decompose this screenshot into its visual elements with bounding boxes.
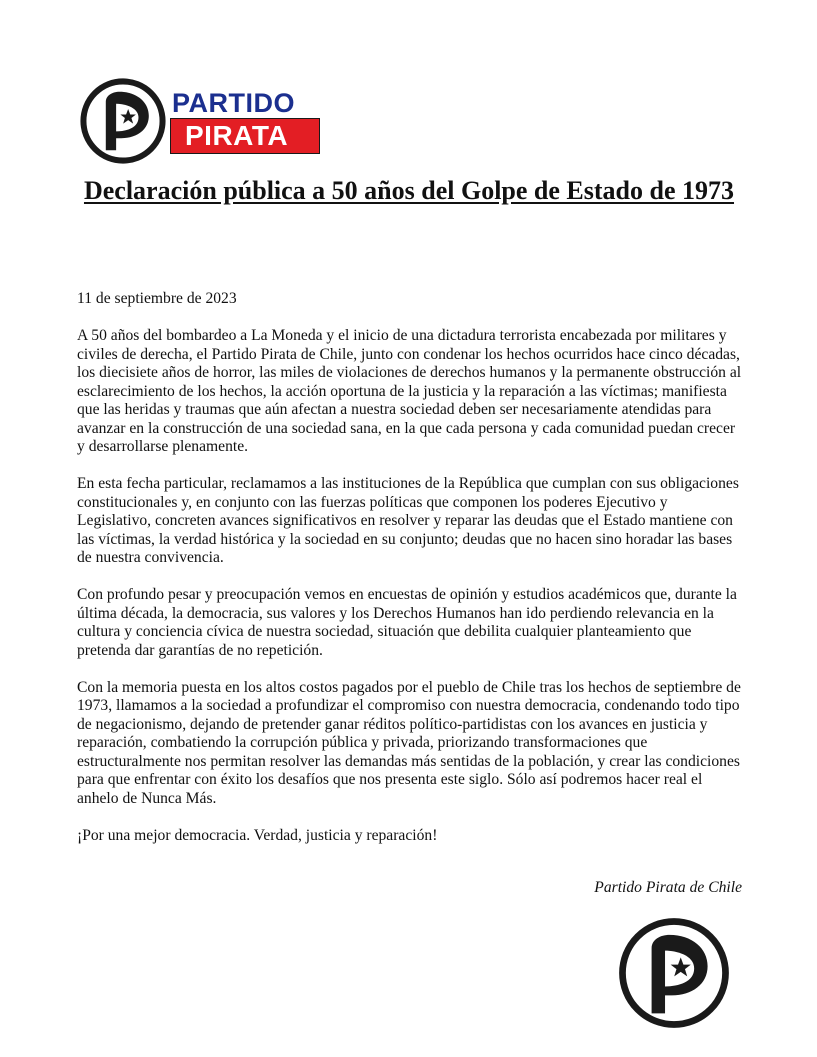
- logo-word-partido: PARTIDO: [172, 88, 295, 118]
- document-title: Declaración pública a 50 años del Golpe de Estado de 1973: [83, 176, 735, 205]
- signature: Partido Pirata de Chile: [594, 879, 742, 896]
- pirate-flag-footer-icon: [618, 917, 730, 1029]
- document-body: [77, 290, 745, 845]
- logo-word-box: [170, 118, 320, 154]
- party-logo: [80, 78, 322, 164]
- document-date: 11 de septiembre de 2023: [77, 290, 237, 307]
- pirate-flag-icon: [80, 78, 166, 164]
- paragraph-2: En esta fecha particular, reclamamos a las instituciones de la República que cumplan con sus obligaciones constitucionales y, en conjunto con las fuerzas políticas que componen los poderes Ejecutivo y Legislativo, concreten avances significativos en resolver y reparar las deudas que el Estado mantiene con las víctimas, la verdad histórica y la sociedad en su conjunto; deudas que no hacen sino horadar las bases de nuestra convivencia.: [77, 475, 739, 566]
- closing-statement: ¡Por una mejor democracia. Verdad, justicia y reparación!: [77, 826, 438, 844]
- paragraph-1: A 50 años del bombardeo a La Moneda y el inicio de una dictadura terrorista encabezada por militares y civiles de derecha, el Partido Pirata de Chile, junto con condenar los hechos ocurridos hace cinco décadas, los diecisiete años de horror, las miles de violaciones de derechos humanos y la permanente obstrucción al esclarecimiento de los hechos, la acción oportuna de la justicia y la reparación a las víctimas; manifiesta que las heridas y traumas que aún afectan a nuestra sociedad deben ser necesariamente atendidas para avanzar en la construcción de una sociedad sana, en la que cada persona y cada comunidad puedan crecer y desarrollarse plenamente.: [77, 327, 742, 455]
- logo-word-pirata: PIRATA: [185, 120, 289, 151]
- paragraph-4: Con la memoria puesta en los altos costos pagados por el pueblo de Chile tras los hechos de septiembre de 1973, llamamos a la sociedad a profundizar el compromiso con nuestra democracia, condenando todo tipo de negacionismo, dejando de pretender ganar réditos político-partidistas con los avances en justicia y reparación, combatiendo la corrupción pública y privada, priorizando transformaciones que estructuralmente nos permitan resolver las demandas más sentidas de la población, y crear las condiciones para que enfrentar con éxito los desafíos que nos presenta este siglo. Sólo así podremos hacer real el anhelo de Nunca Más.: [77, 678, 741, 807]
- paragraph-3: Con profundo pesar y preocupación vemos en encuestas de opinión y estudios académicos que, durante la última década, la democracia, sus valores y los Derechos Humanos han ido perdiendo relevancia en la cultura y conciencia cívica de nuestra sociedad, situación que debilita cualquier planteamiento que pretenda dar garantías de no repetición.: [77, 586, 737, 659]
